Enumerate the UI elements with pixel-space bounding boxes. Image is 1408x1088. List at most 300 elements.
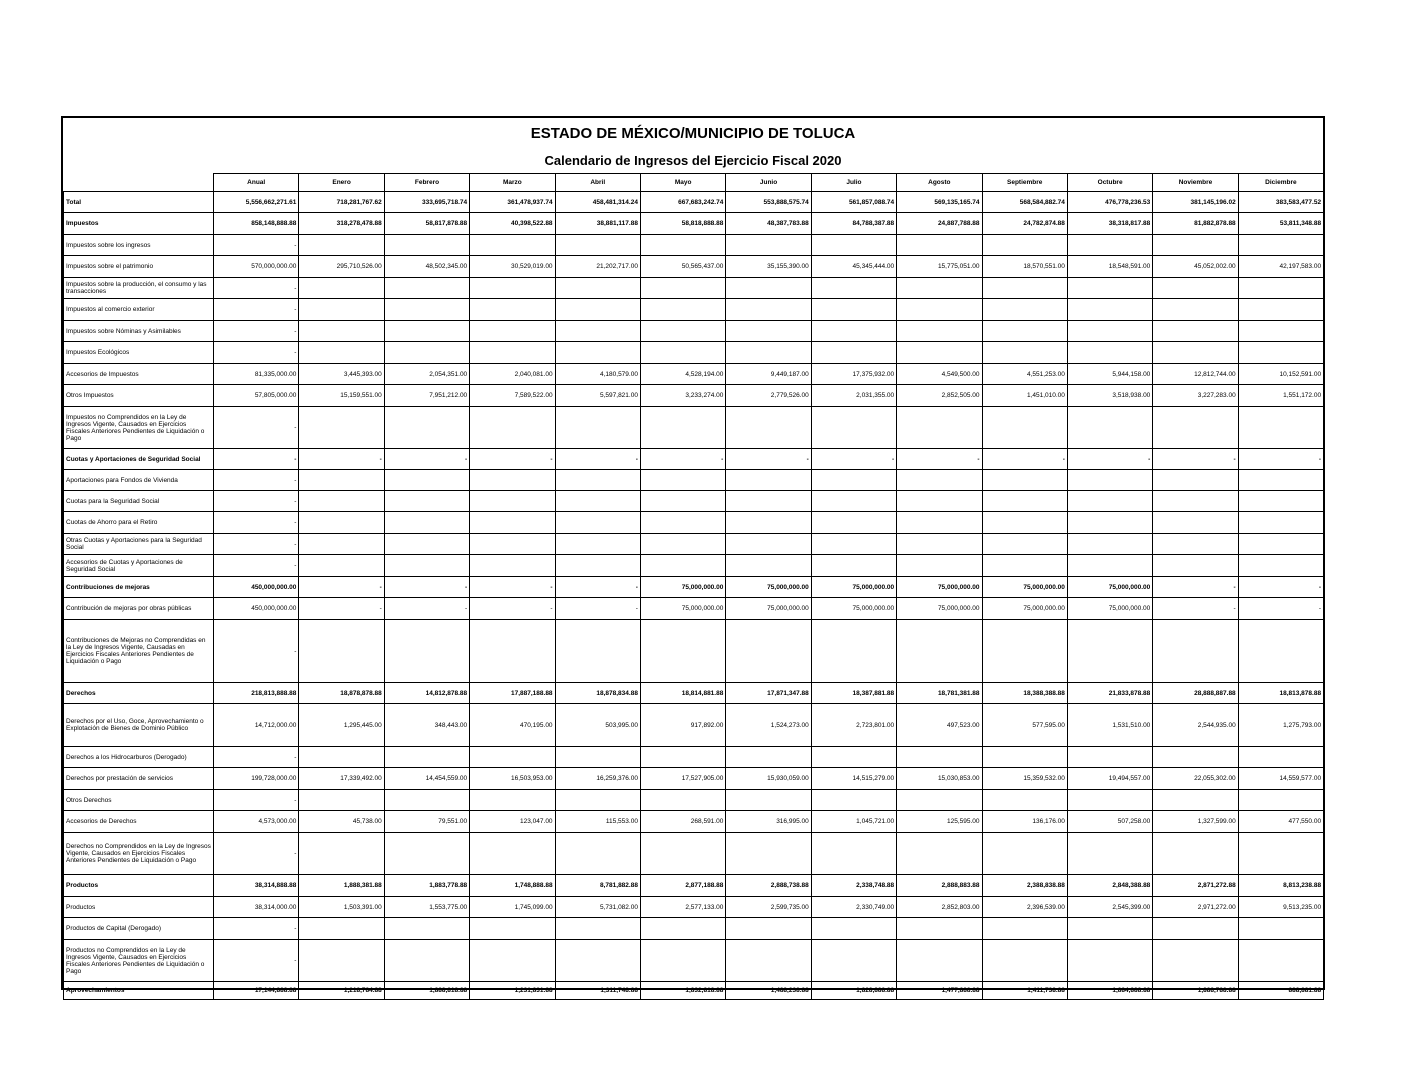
value-cell: 3,233,274.00 bbox=[640, 385, 725, 407]
value-cell: 75,000,000.00 bbox=[640, 598, 725, 620]
table-row bbox=[64, 747, 1324, 768]
value-cell bbox=[726, 321, 811, 342]
value-cell bbox=[470, 833, 555, 875]
value-cell bbox=[1067, 407, 1152, 449]
value-cell bbox=[470, 342, 555, 364]
value-cell bbox=[384, 491, 469, 512]
value-cell: 10,152,591.00 bbox=[1238, 364, 1323, 385]
value-cell bbox=[555, 512, 640, 534]
value-cell bbox=[555, 534, 640, 555]
value-cell: - bbox=[811, 449, 896, 470]
value-cell: 458,481,314.24 bbox=[555, 192, 640, 213]
row-label: Derechos bbox=[64, 683, 214, 704]
value-cell bbox=[555, 747, 640, 768]
value-cell bbox=[811, 470, 896, 491]
value-cell: - bbox=[214, 833, 299, 875]
value-cell: 18,813,878.88 bbox=[1238, 683, 1323, 704]
value-cell: 1,745,099.00 bbox=[470, 897, 555, 918]
table-row bbox=[64, 512, 1324, 534]
value-cell: 199,728,000.00 bbox=[214, 768, 299, 790]
row-label: Otras Cuotas y Aportaciones para la Seguridad Social bbox=[64, 534, 214, 555]
value-cell bbox=[1238, 299, 1323, 321]
value-cell: 58,818,888.88 bbox=[640, 213, 725, 235]
value-cell bbox=[640, 407, 725, 449]
value-cell: 15,930,059.00 bbox=[726, 768, 811, 790]
value-cell bbox=[897, 299, 982, 321]
value-cell: 503,995.00 bbox=[555, 704, 640, 747]
month-header-junio: Junio bbox=[726, 174, 811, 192]
value-cell bbox=[726, 620, 811, 683]
value-cell: 497,523.00 bbox=[897, 704, 982, 747]
value-cell: 507,258.00 bbox=[1067, 811, 1152, 833]
value-cell: 14,812,878.88 bbox=[384, 683, 469, 704]
value-cell: 2,388,838.88 bbox=[982, 875, 1067, 897]
value-cell bbox=[897, 407, 982, 449]
value-cell bbox=[811, 235, 896, 256]
value-cell bbox=[1238, 491, 1323, 512]
value-cell bbox=[384, 512, 469, 534]
value-cell bbox=[811, 299, 896, 321]
row-label: Impuestos al comercio exterior bbox=[64, 299, 214, 321]
value-cell: 17,375,932.00 bbox=[811, 364, 896, 385]
value-cell: 21,202,717.00 bbox=[555, 256, 640, 278]
value-cell bbox=[811, 620, 896, 683]
value-cell bbox=[811, 747, 896, 768]
value-cell: - bbox=[214, 449, 299, 470]
value-cell: 1,888,818.88 bbox=[384, 982, 469, 1000]
table-row bbox=[64, 620, 1324, 683]
value-cell: 18,388,388.88 bbox=[982, 683, 1067, 704]
row-label: Impuestos sobre el patrimonio bbox=[64, 256, 214, 278]
value-cell: 15,775,051.00 bbox=[897, 256, 982, 278]
value-cell: - bbox=[1238, 598, 1323, 620]
value-cell: 19,494,557.00 bbox=[1067, 768, 1152, 790]
value-cell: 470,195.00 bbox=[470, 704, 555, 747]
value-cell bbox=[640, 555, 725, 577]
value-cell: 2,971,272.00 bbox=[1153, 897, 1238, 918]
value-cell: 450,000,000.00 bbox=[214, 598, 299, 620]
value-cell bbox=[555, 833, 640, 875]
table-row bbox=[64, 790, 1324, 811]
value-cell bbox=[555, 321, 640, 342]
value-cell: 1,551,172.00 bbox=[1238, 385, 1323, 407]
value-cell bbox=[384, 747, 469, 768]
value-cell bbox=[1153, 555, 1238, 577]
row-label: Cuotas de Ahorro para el Retiro bbox=[64, 512, 214, 534]
value-cell: - bbox=[982, 449, 1067, 470]
value-cell: 1,451,010.00 bbox=[982, 385, 1067, 407]
value-cell: - bbox=[299, 598, 384, 620]
value-cell bbox=[470, 321, 555, 342]
value-cell: 16,503,953.00 bbox=[470, 768, 555, 790]
value-cell: - bbox=[214, 321, 299, 342]
row-label: Cuotas y Aportaciones de Seguridad Social bbox=[64, 449, 214, 470]
row-label: Impuestos sobre la producción, el consumo y las transacciones bbox=[64, 278, 214, 299]
value-cell bbox=[1238, 321, 1323, 342]
row-label: Cuotas para la Seguridad Social bbox=[64, 491, 214, 512]
value-cell bbox=[299, 620, 384, 683]
value-cell: 30,529,019.00 bbox=[470, 256, 555, 278]
value-cell: 2,330,749.00 bbox=[811, 897, 896, 918]
value-cell bbox=[897, 278, 982, 299]
row-label: Contribuciones de mejoras bbox=[64, 577, 214, 598]
value-cell bbox=[982, 790, 1067, 811]
value-cell: 21,833,878.88 bbox=[1067, 683, 1152, 704]
value-cell bbox=[640, 278, 725, 299]
value-cell: 18,878,834.88 bbox=[555, 683, 640, 704]
table-row bbox=[64, 683, 1324, 704]
value-cell bbox=[1238, 555, 1323, 577]
value-cell bbox=[555, 299, 640, 321]
value-cell bbox=[897, 833, 982, 875]
value-cell: 1,488,238.88 bbox=[726, 982, 811, 1000]
value-cell bbox=[1067, 470, 1152, 491]
value-cell: 2,888,738.88 bbox=[726, 875, 811, 897]
value-cell: 2,888,883.88 bbox=[897, 875, 982, 897]
month-header-diciembre: Diciembre bbox=[1238, 174, 1323, 192]
table-row bbox=[64, 704, 1324, 747]
value-cell: 1,828,888.88 bbox=[811, 982, 896, 1000]
value-cell bbox=[811, 407, 896, 449]
value-cell bbox=[384, 620, 469, 683]
value-cell: 14,559,577.00 bbox=[1238, 768, 1323, 790]
value-cell: - bbox=[897, 449, 982, 470]
value-cell bbox=[640, 491, 725, 512]
value-cell: 22,055,302.00 bbox=[1153, 768, 1238, 790]
value-cell bbox=[299, 940, 384, 982]
value-cell: 1,295,445.00 bbox=[299, 704, 384, 747]
value-cell: 268,591.00 bbox=[640, 811, 725, 833]
value-cell: 667,683,242.74 bbox=[640, 192, 725, 213]
value-cell bbox=[555, 620, 640, 683]
value-cell: - bbox=[1153, 449, 1238, 470]
value-cell bbox=[982, 491, 1067, 512]
value-cell bbox=[726, 940, 811, 982]
value-cell bbox=[1067, 940, 1152, 982]
value-cell bbox=[299, 299, 384, 321]
value-cell bbox=[299, 790, 384, 811]
value-cell: 361,478,937.74 bbox=[470, 192, 555, 213]
value-cell: 295,710,526.00 bbox=[299, 256, 384, 278]
value-cell bbox=[726, 407, 811, 449]
value-cell bbox=[640, 470, 725, 491]
value-cell bbox=[811, 940, 896, 982]
value-cell: - bbox=[470, 577, 555, 598]
value-cell: 1,832,818.88 bbox=[640, 982, 725, 1000]
value-cell bbox=[1153, 278, 1238, 299]
table-row bbox=[64, 534, 1324, 555]
value-cell: 4,180,579.00 bbox=[555, 364, 640, 385]
value-cell bbox=[299, 555, 384, 577]
table-row bbox=[64, 491, 1324, 512]
value-cell: 38,314,000.00 bbox=[214, 897, 299, 918]
month-header-noviembre: Noviembre bbox=[1153, 174, 1238, 192]
table-row bbox=[64, 918, 1324, 940]
value-cell bbox=[897, 747, 982, 768]
value-cell bbox=[897, 555, 982, 577]
value-cell bbox=[299, 278, 384, 299]
month-header-octubre: Octubre bbox=[1067, 174, 1152, 192]
row-label: Productos no Comprendidos en la Ley de Ingresos Vigente, Causados en Ejercicios Fiscales Anteriores Pendientes de Liquidación o Pago bbox=[64, 940, 214, 982]
table-row bbox=[64, 897, 1324, 918]
value-cell bbox=[470, 512, 555, 534]
value-cell bbox=[384, 833, 469, 875]
value-cell: 1,327,599.00 bbox=[1153, 811, 1238, 833]
value-cell: 9,513,235.00 bbox=[1238, 897, 1323, 918]
value-cell bbox=[470, 278, 555, 299]
value-cell bbox=[1238, 470, 1323, 491]
value-cell: 4,573,000.00 bbox=[214, 811, 299, 833]
revenue-calendar-table bbox=[63, 173, 1324, 1000]
value-cell: 1,884,888.88 bbox=[1067, 982, 1152, 1000]
month-header-anual: Anual bbox=[214, 174, 299, 192]
value-cell bbox=[982, 534, 1067, 555]
value-cell bbox=[470, 235, 555, 256]
value-cell: 2,577,133.00 bbox=[640, 897, 725, 918]
value-cell bbox=[640, 747, 725, 768]
value-cell bbox=[1067, 321, 1152, 342]
row-label: Impuestos Ecológicos bbox=[64, 342, 214, 364]
month-header-abril: Abril bbox=[555, 174, 640, 192]
value-cell bbox=[982, 833, 1067, 875]
value-cell: 75,000,000.00 bbox=[1067, 577, 1152, 598]
value-cell: - bbox=[299, 577, 384, 598]
row-label: Derechos por el Uso, Goce, Aprovechamiento o Explotación de Bienes de Dominio Público bbox=[64, 704, 214, 747]
value-cell bbox=[1067, 833, 1152, 875]
value-cell bbox=[1238, 940, 1323, 982]
value-cell: - bbox=[214, 278, 299, 299]
value-cell: - bbox=[384, 577, 469, 598]
value-cell bbox=[640, 620, 725, 683]
value-cell: 333,695,718.74 bbox=[384, 192, 469, 213]
value-cell: 2,877,188.88 bbox=[640, 875, 725, 897]
value-cell: - bbox=[1238, 577, 1323, 598]
value-cell bbox=[470, 747, 555, 768]
value-cell bbox=[1238, 534, 1323, 555]
value-cell: 75,000,000.00 bbox=[726, 598, 811, 620]
value-cell: 8,781,882.88 bbox=[555, 875, 640, 897]
table-row bbox=[64, 192, 1324, 213]
value-cell: 45,345,444.00 bbox=[811, 256, 896, 278]
table-body bbox=[64, 192, 1324, 1000]
value-cell: 1,503,391.00 bbox=[299, 897, 384, 918]
value-cell: 1,275,793.00 bbox=[1238, 704, 1323, 747]
value-cell bbox=[299, 470, 384, 491]
value-cell bbox=[1153, 918, 1238, 940]
value-cell bbox=[384, 790, 469, 811]
value-cell bbox=[982, 620, 1067, 683]
value-cell bbox=[384, 555, 469, 577]
value-cell: 3,445,393.00 bbox=[299, 364, 384, 385]
value-cell bbox=[1067, 555, 1152, 577]
value-cell bbox=[555, 790, 640, 811]
value-cell: 477,550.00 bbox=[1238, 811, 1323, 833]
value-cell: 4,551,253.00 bbox=[982, 364, 1067, 385]
value-cell bbox=[384, 235, 469, 256]
value-cell bbox=[384, 342, 469, 364]
value-cell: - bbox=[214, 470, 299, 491]
value-cell: 569,135,165.74 bbox=[897, 192, 982, 213]
row-label: Impuestos no Comprendidos en la Ley de Ingresos Vigente, Causados en Ejercicios Fiscales Anteriores Pendientes de Liquidación o Pago bbox=[64, 407, 214, 449]
value-cell: 136,176.00 bbox=[982, 811, 1067, 833]
value-cell: 2,054,351.00 bbox=[384, 364, 469, 385]
value-cell bbox=[811, 278, 896, 299]
value-cell bbox=[1238, 342, 1323, 364]
table-row bbox=[64, 256, 1324, 278]
value-cell: 17,144,888.88 bbox=[214, 982, 299, 1000]
value-cell bbox=[470, 470, 555, 491]
value-cell: 42,197,583.00 bbox=[1238, 256, 1323, 278]
value-cell bbox=[1067, 918, 1152, 940]
table-row bbox=[64, 449, 1324, 470]
value-cell: - bbox=[555, 598, 640, 620]
value-cell bbox=[1153, 747, 1238, 768]
value-cell: 18,878,878.88 bbox=[299, 683, 384, 704]
value-cell bbox=[1067, 512, 1152, 534]
value-cell: 14,515,279.00 bbox=[811, 768, 896, 790]
value-cell bbox=[299, 512, 384, 534]
value-cell: 40,398,522.88 bbox=[470, 213, 555, 235]
value-cell bbox=[1153, 940, 1238, 982]
value-cell bbox=[982, 235, 1067, 256]
value-cell bbox=[982, 407, 1067, 449]
value-cell: 1,748,888.88 bbox=[470, 875, 555, 897]
value-cell: - bbox=[214, 342, 299, 364]
table-row bbox=[64, 555, 1324, 577]
value-cell bbox=[299, 534, 384, 555]
table-row bbox=[64, 235, 1324, 256]
value-cell bbox=[982, 299, 1067, 321]
value-cell bbox=[982, 747, 1067, 768]
value-cell: - bbox=[1153, 598, 1238, 620]
revenue-calendar-frame bbox=[61, 116, 1325, 994]
value-cell bbox=[726, 278, 811, 299]
value-cell bbox=[640, 833, 725, 875]
value-cell bbox=[1067, 790, 1152, 811]
value-cell: 75,000,000.00 bbox=[982, 598, 1067, 620]
value-cell: 18,548,591.00 bbox=[1067, 256, 1152, 278]
row-label: Impuestos sobre los ingresos bbox=[64, 235, 214, 256]
value-cell bbox=[726, 299, 811, 321]
value-cell: - bbox=[555, 577, 640, 598]
value-cell bbox=[726, 342, 811, 364]
value-cell bbox=[299, 407, 384, 449]
table-row bbox=[64, 577, 1324, 598]
row-label: Impuestos sobre Nóminas y Asimilables bbox=[64, 321, 214, 342]
value-cell: - bbox=[640, 449, 725, 470]
value-cell: 7,589,522.00 bbox=[470, 385, 555, 407]
row-label: Derechos por prestación de servicios bbox=[64, 768, 214, 790]
value-cell bbox=[897, 470, 982, 491]
value-cell: 75,000,000.00 bbox=[726, 577, 811, 598]
value-cell bbox=[897, 235, 982, 256]
month-header-julio: Julio bbox=[811, 174, 896, 192]
value-cell: - bbox=[214, 512, 299, 534]
value-cell: 5,731,082.00 bbox=[555, 897, 640, 918]
value-cell: 2,723,801.00 bbox=[811, 704, 896, 747]
value-cell: 4,528,194.00 bbox=[640, 364, 725, 385]
value-cell: 1,231,831.88 bbox=[470, 982, 555, 1000]
value-cell: 53,811,348.88 bbox=[1238, 213, 1323, 235]
value-cell: 38,881,117.88 bbox=[555, 213, 640, 235]
table-row bbox=[64, 342, 1324, 364]
value-cell bbox=[1153, 491, 1238, 512]
value-cell: 50,565,437.00 bbox=[640, 256, 725, 278]
row-label: Productos bbox=[64, 875, 214, 897]
value-cell bbox=[640, 235, 725, 256]
value-cell bbox=[726, 534, 811, 555]
value-cell bbox=[982, 918, 1067, 940]
value-cell: 218,813,888.88 bbox=[214, 683, 299, 704]
value-cell: 57,805,000.00 bbox=[214, 385, 299, 407]
value-cell: - bbox=[470, 598, 555, 620]
value-cell: 3,518,938.00 bbox=[1067, 385, 1152, 407]
value-cell: 553,888,575.74 bbox=[726, 192, 811, 213]
value-cell: 858,148,888.88 bbox=[214, 213, 299, 235]
value-cell bbox=[1067, 235, 1152, 256]
month-header-febrero: Febrero bbox=[384, 174, 469, 192]
value-cell: 888,881.88 bbox=[1238, 982, 1323, 1000]
value-cell: 348,443.00 bbox=[384, 704, 469, 747]
table-row bbox=[64, 213, 1324, 235]
table-row bbox=[64, 833, 1324, 875]
value-cell: 1,311,748.88 bbox=[555, 982, 640, 1000]
value-cell: 2,852,803.00 bbox=[897, 897, 982, 918]
value-cell bbox=[897, 918, 982, 940]
value-cell: - bbox=[1238, 449, 1323, 470]
value-cell: 1,218,784.88 bbox=[299, 982, 384, 1000]
value-cell bbox=[1067, 620, 1152, 683]
value-cell: - bbox=[214, 407, 299, 449]
value-cell bbox=[299, 321, 384, 342]
value-cell: 35,155,390.00 bbox=[726, 256, 811, 278]
value-cell bbox=[726, 470, 811, 491]
value-cell: - bbox=[214, 940, 299, 982]
value-cell bbox=[640, 512, 725, 534]
document-title: ESTADO DE MÉXICO/MUNICIPIO DE TOLUCA bbox=[530, 125, 856, 142]
value-cell: 1,531,510.00 bbox=[1067, 704, 1152, 747]
row-label: Derechos no Comprendidos en la Ley de Ingresos Vigente, Causados en Ejercicios Fiscales Anteriores Pendientes de Liquidación o Pago bbox=[64, 833, 214, 875]
value-cell: - bbox=[214, 790, 299, 811]
value-cell bbox=[1067, 278, 1152, 299]
value-cell: 18,570,551.00 bbox=[982, 256, 1067, 278]
value-cell bbox=[555, 470, 640, 491]
value-cell bbox=[897, 342, 982, 364]
row-label: Productos bbox=[64, 897, 214, 918]
value-cell bbox=[726, 790, 811, 811]
value-cell: - bbox=[299, 449, 384, 470]
value-cell bbox=[811, 321, 896, 342]
month-header-septiembre: Septiembre bbox=[982, 174, 1067, 192]
value-cell bbox=[384, 940, 469, 982]
value-cell bbox=[640, 534, 725, 555]
value-cell bbox=[470, 940, 555, 982]
value-cell bbox=[640, 321, 725, 342]
value-cell: 123,047.00 bbox=[470, 811, 555, 833]
value-cell bbox=[555, 235, 640, 256]
value-cell bbox=[897, 534, 982, 555]
value-cell bbox=[384, 407, 469, 449]
value-cell: - bbox=[214, 534, 299, 555]
table-row bbox=[64, 321, 1324, 342]
table-row bbox=[64, 407, 1324, 449]
value-cell: 1,888,788.88 bbox=[1153, 982, 1238, 1000]
value-cell bbox=[1067, 491, 1152, 512]
value-cell bbox=[811, 534, 896, 555]
value-cell bbox=[982, 555, 1067, 577]
table-row bbox=[64, 768, 1324, 790]
value-cell: 476,778,236.53 bbox=[1067, 192, 1152, 213]
